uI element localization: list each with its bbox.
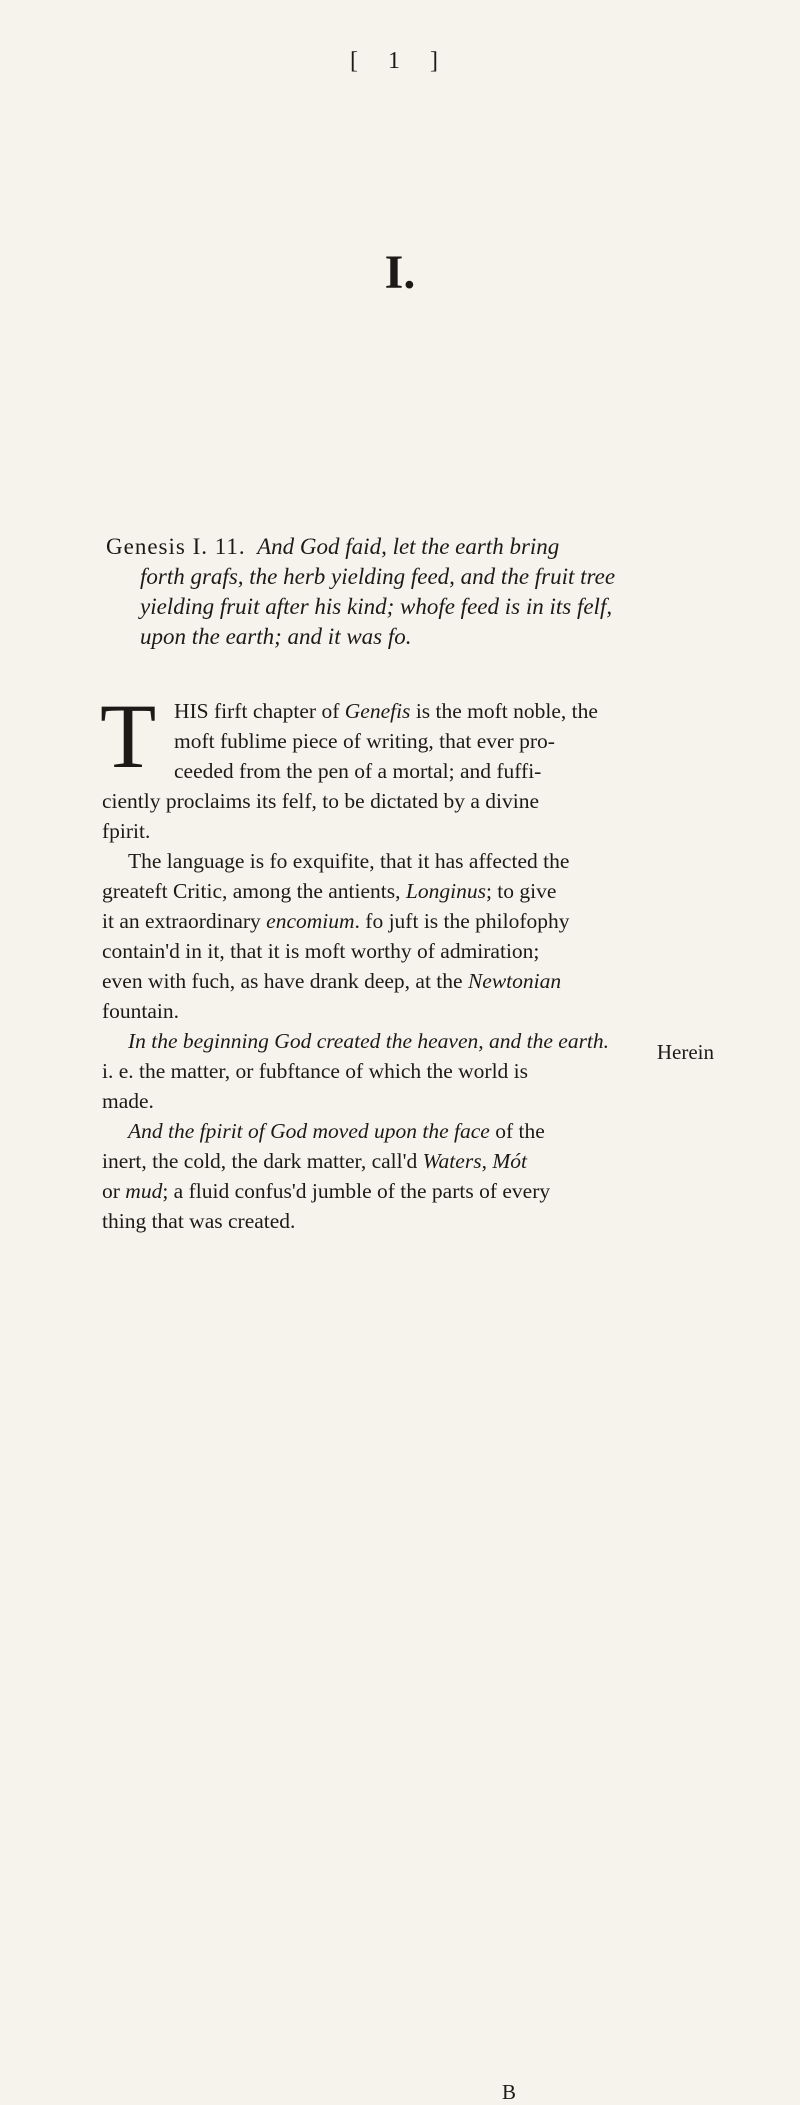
- body-line-6: The language is fo exquifite, that it has affected the: [128, 849, 570, 873]
- body-line-1: T HIS firft chapter of Genefis is the moft noble, the: [100, 685, 598, 787]
- epigraph: [106, 532, 716, 652]
- epigraph-line-1: [106, 532, 716, 562]
- body-line-13: i. e. the matter, or fubftance of which the world is: [102, 1059, 529, 1083]
- drop-cap: T: [100, 685, 157, 787]
- body-line-7: greateft Critic, among the antients, Longinus; to give: [102, 879, 557, 903]
- body-line-3: ceeded from the pen of a mortal; and fuffi-: [174, 759, 542, 783]
- body-line-8: it an extraordinary encomium. fo juft is the philofophy: [102, 909, 570, 933]
- body-line-15: And the fpirit of God moved upon the face of the: [128, 1119, 545, 1143]
- epigraph-line-4: upon the earth; and it was fo.: [140, 624, 412, 649]
- body-line-11: fountain.: [102, 999, 180, 1023]
- section-numeral: I.: [384, 246, 416, 299]
- epigraph-text-1: And God faid, let the earth bring: [257, 534, 560, 559]
- signature-mark: B: [502, 2080, 517, 2104]
- body-line-12: In the beginning God created the heaven, and the earth.: [128, 1029, 610, 1053]
- body-line-17: or mud; a fluid confus'd jumble of the parts of every: [102, 1179, 551, 1203]
- body-text: [100, 685, 714, 1236]
- body-line-4: ciently proclaims its felf, to be dictated by a divine: [102, 789, 540, 813]
- body-line-18: thing that was created.: [102, 1209, 296, 1233]
- epigraph-reference: Genesis I. 11.: [106, 534, 246, 559]
- body-line-10: even with fuch, as have drank deep, at the Newtonian: [102, 969, 562, 993]
- page-number: [ 1 ]: [350, 48, 450, 74]
- epigraph-line-3: yielding fruit after his kind; whofe feed is in its felf,: [140, 594, 613, 619]
- epigraph-line-2: forth grafs, the herb yielding feed, and the fruit tree: [140, 564, 616, 589]
- body-line-2: moft fublime piece of writing, that ever pro-: [174, 729, 555, 753]
- body-line-5: fpirit.: [102, 819, 151, 843]
- body-line-16: inert, the cold, the dark matter, call'd Waters, Mót: [102, 1149, 527, 1173]
- body-line-9: contain'd in it, that it is moft worthy of admiration;: [102, 939, 540, 963]
- catchword: Herein: [656, 1040, 714, 1064]
- body-line-14: made.: [102, 1089, 154, 1113]
